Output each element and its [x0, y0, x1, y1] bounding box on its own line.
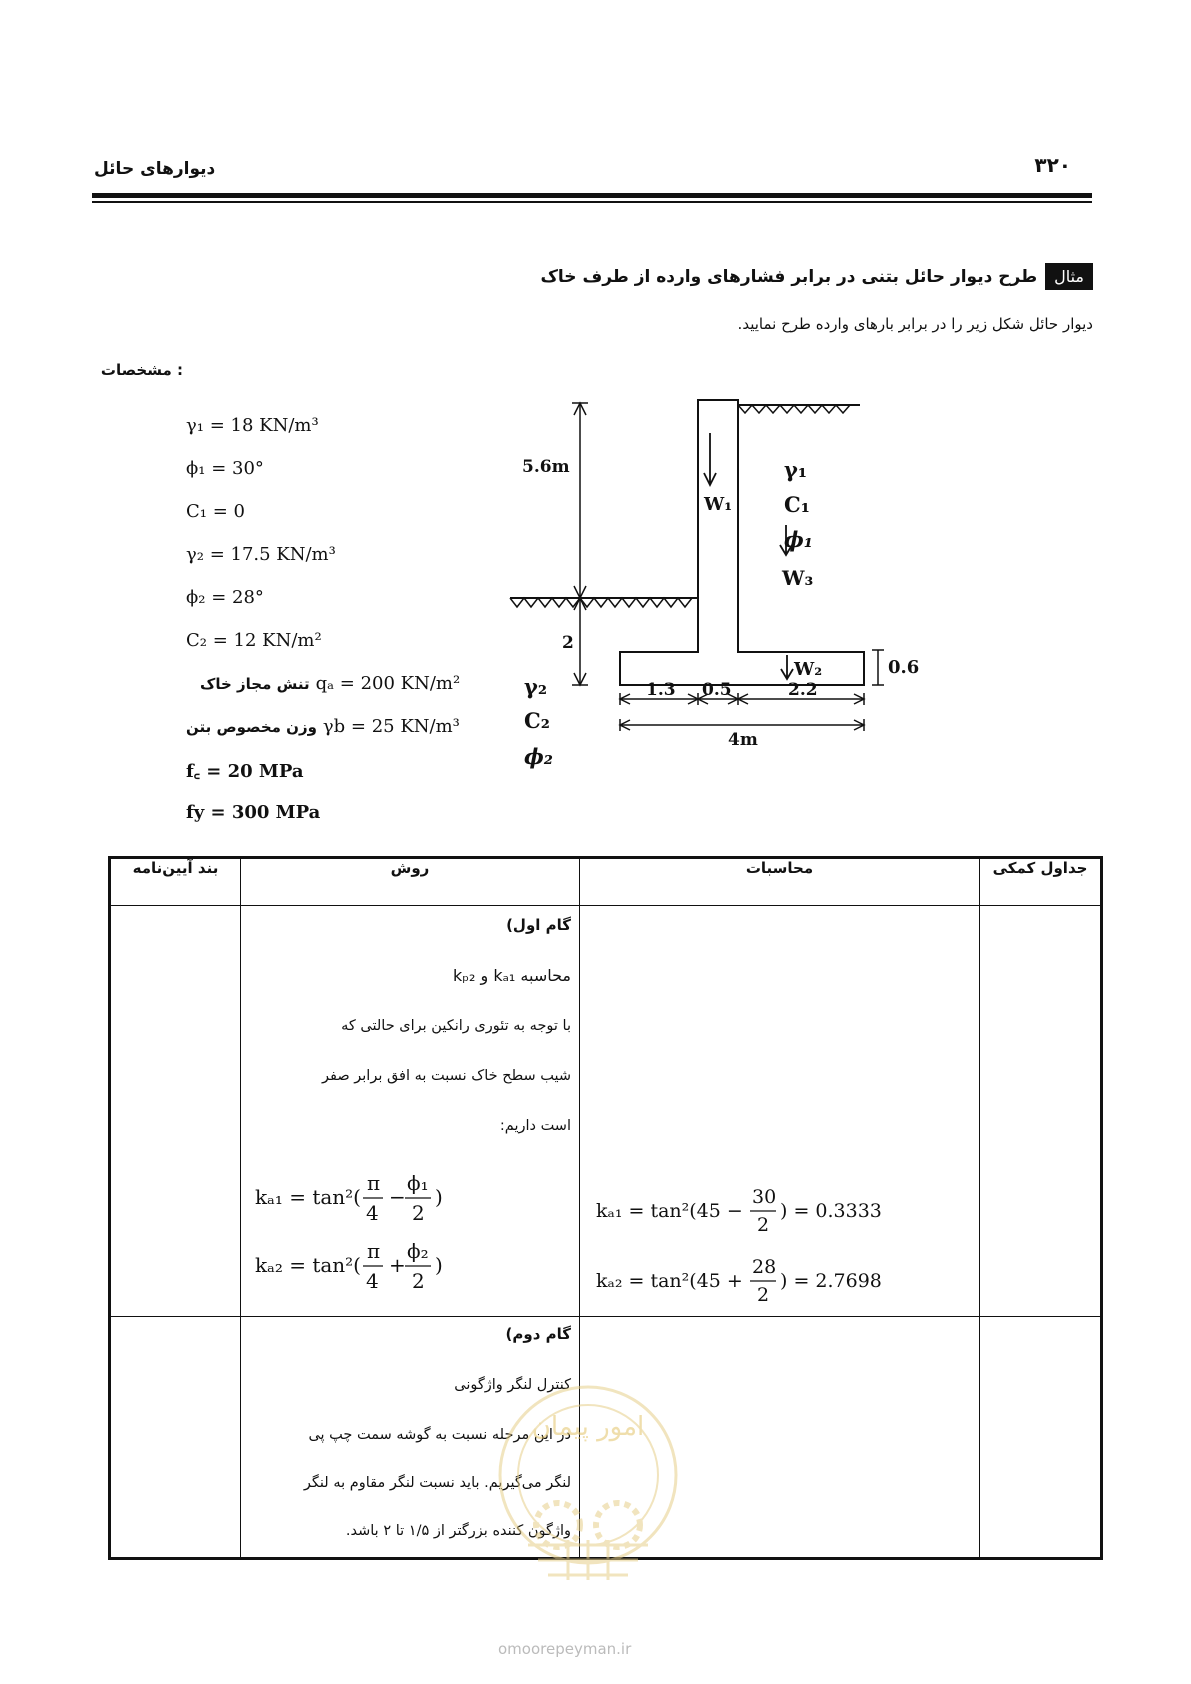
- step1-calc-cell: [580, 906, 980, 1317]
- calc-ka1-den: 2: [757, 1214, 770, 1236]
- example-intro: دیوار حائل شکل زیر را در برابر بارهای وارده طرح نمایید.: [737, 315, 1093, 333]
- spec-c1: C₁ = 0: [186, 501, 245, 522]
- formula-ka1-close: ): [435, 1185, 443, 1209]
- step1-aux-cell: [980, 906, 1102, 1317]
- formula-ka2-four: 4: [366, 1269, 379, 1293]
- spec-c2: C₂ = 12 KN/m²: [186, 630, 322, 651]
- header-rule-thick: [92, 193, 1092, 198]
- table-header-row: [110, 858, 1102, 906]
- formula-ka1-lhs: kₐ₁ = tan²(: [255, 1185, 361, 1209]
- step2-aux-cell: [980, 1317, 1102, 1559]
- step1-title: گام اول): [506, 916, 571, 934]
- step1-line1: با توجه به تئوری رانکین برای حالتی که: [341, 1018, 571, 1034]
- header-calc: محاسبات: [580, 858, 980, 906]
- spec-qa-row: [200, 673, 460, 694]
- calc-ka2-lhs: kₐ₂ = tan²(45 +: [596, 1270, 743, 1292]
- running-title: دیوارهای حائل: [94, 159, 216, 179]
- formula-ka2-phi: ϕ₂: [407, 1239, 429, 1263]
- step2-clause-cell: [110, 1317, 241, 1559]
- step1-clause-cell: [110, 906, 241, 1317]
- upper-ground-hatch: [738, 405, 850, 413]
- step2-line2: لنگر می‌گیریم. باید نسبت لنگر مقاوم به لنگر: [303, 1475, 571, 1491]
- retaining-wall-diagram: [500, 395, 920, 795]
- step1-line2: شیب سطح خاک نسبت به افق برابر صفر: [322, 1068, 571, 1084]
- soil2-c: C₂: [524, 708, 550, 733]
- calc-ka1-num: 30: [752, 1186, 777, 1208]
- w3-label: W₃: [782, 566, 814, 590]
- formula-ka2-lhs: kₐ₂ = tan²(: [255, 1253, 361, 1277]
- spec-phi1: ϕ₁ = 30°: [186, 458, 264, 479]
- step1-line3: است داریم:: [499, 1118, 571, 1134]
- spec-qa: qₐ = 200 KN/m²: [315, 673, 461, 694]
- w1-arrow: [704, 433, 716, 485]
- dim-stem: 0.5: [702, 680, 732, 700]
- header-clause: بند آیین‌نامه: [110, 858, 241, 906]
- formula-ka2-plus: +: [389, 1253, 406, 1277]
- calc-ka1-lhs: kₐ₁ = tan²(45 −: [596, 1200, 743, 1222]
- step1-method-cell: [241, 906, 580, 1317]
- spec-phi2: ϕ₂ = 28°: [186, 587, 264, 608]
- dim-base-width: 4m: [728, 730, 758, 750]
- example-title: طرح دیوار حائل بتنی در برابر فشارهای وارده از طرف خاک: [540, 266, 1038, 287]
- spec-gamma1: γ₁ = 18 KN/m³: [186, 415, 319, 436]
- calc-ka2-den: 2: [757, 1284, 770, 1306]
- header-method: روش: [241, 858, 580, 906]
- base-thickness-dimension: [872, 650, 884, 685]
- soil2-gamma: γ₂: [524, 674, 548, 699]
- formula-ka2-pi: π: [367, 1239, 381, 1263]
- calc-ka1: [596, 1181, 916, 1245]
- watermark-brand: امور پیمان: [531, 1412, 645, 1442]
- spec-gb-row: [186, 716, 460, 737]
- formula-ka2: [255, 1236, 475, 1300]
- w2-label: W₂: [794, 659, 823, 680]
- w1-label: W₁: [704, 494, 733, 515]
- spec-fy: fy = 300 MPa: [186, 802, 321, 823]
- lower-ground-hatch: [510, 598, 692, 607]
- spec-gb-label: وزن مخصوص بتن: [186, 718, 317, 736]
- step2-subtitle: کنترل لنگر واژگونی: [454, 1377, 571, 1393]
- table-row-step1: [110, 906, 1102, 1317]
- formula-ka1-pi: π: [367, 1171, 381, 1195]
- step2-line1: در این مرحله نسبت به گوشه سمت چپ پی: [308, 1427, 571, 1443]
- dim-base-thickness: 0.6: [888, 657, 920, 678]
- formula-ka2-close: ): [435, 1253, 443, 1277]
- w2-arrow: [781, 655, 793, 679]
- header-rule-thin: [92, 201, 1092, 203]
- watermark-url: omoorepeyman.ir: [498, 1640, 632, 1658]
- example-tag: مثال: [1045, 263, 1093, 290]
- calc-ka1-rhs: ) = 0.3333: [780, 1200, 882, 1222]
- calc-ka2-rhs: ) = 2.7698: [780, 1270, 882, 1292]
- spec-gamma2: γ₂ = 17.5 KN/m³: [186, 544, 336, 565]
- calc-ka2: [596, 1251, 916, 1315]
- dim-height-lower: 2: [562, 633, 574, 653]
- formula-ka1: [255, 1168, 475, 1232]
- formula-ka1-phi: ϕ₁: [407, 1171, 429, 1195]
- page-number: ۳۲۰: [1034, 153, 1071, 177]
- formula-ka2-two: 2: [412, 1269, 425, 1293]
- step1-subtitle: محاسبه kₐ₁ و kₚ₂: [452, 966, 571, 985]
- spec-qa-label: تنش مجاز خاک: [200, 675, 310, 693]
- dim-heel: 2.2: [788, 680, 818, 700]
- soil1-gamma: γ₁: [784, 457, 808, 482]
- spec-fc: f꜀ = 20 MPa: [186, 761, 304, 782]
- calc-ka2-num: 28: [752, 1256, 777, 1278]
- example-heading: [540, 263, 1093, 290]
- dim-height-upper: 5.6m: [522, 457, 570, 477]
- soil1-phi: ϕ₁: [784, 527, 813, 552]
- soil1-c: C₁: [784, 492, 810, 517]
- step2-title: گام دوم): [505, 1325, 571, 1343]
- formula-ka1-two: 2: [412, 1201, 425, 1225]
- wall-outline: [620, 400, 864, 685]
- formula-ka1-minus: −: [389, 1185, 406, 1209]
- watermark-logo: [488, 1375, 688, 1605]
- formula-ka1-four: 4: [366, 1201, 379, 1225]
- header-aux: جداول کمکی: [980, 858, 1102, 906]
- soil2-phi: ϕ₂: [524, 744, 553, 769]
- dim-toe: 1.3: [646, 680, 676, 700]
- specs-heading: : مشخصات: [100, 361, 183, 379]
- spec-gb: γb = 25 KN/m³: [322, 716, 460, 737]
- step2-line3: واژگون کننده بزرگتر از ۱/۵ تا ۲ باشد.: [345, 1523, 571, 1539]
